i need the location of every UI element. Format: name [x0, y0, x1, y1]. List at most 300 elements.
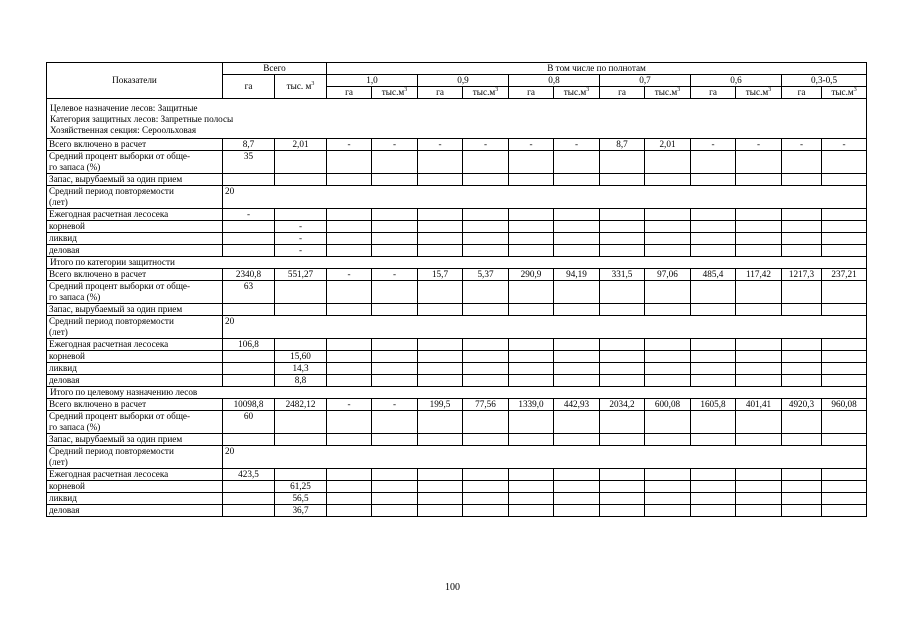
header-density-4: 0,7 — [600, 75, 691, 87]
value-cell: 106,8 — [223, 339, 275, 351]
row-label: деловая — [47, 375, 223, 387]
empty-cell — [509, 221, 554, 233]
value-cell: 60 — [223, 411, 275, 434]
header-total-ha: га — [223, 75, 275, 99]
value-cell: - — [275, 221, 327, 233]
value-cell: 97,06 — [645, 269, 691, 281]
page-number: 100 — [445, 582, 460, 593]
empty-cell — [223, 481, 275, 493]
table-row — [47, 493, 867, 505]
empty-cell — [372, 174, 418, 186]
empty-cell — [509, 304, 554, 316]
empty-cell — [822, 304, 867, 316]
value-cell: 14,3 — [275, 363, 327, 375]
empty-cell — [509, 363, 554, 375]
empty-cell — [822, 174, 867, 186]
value-cell: 2034,2 — [600, 399, 645, 411]
empty-cell — [275, 174, 327, 186]
header-unit-ha: га — [327, 87, 372, 99]
empty-cell — [736, 233, 782, 245]
row-label: деловая — [47, 245, 223, 257]
empty-cell — [223, 505, 275, 517]
empty-cell — [223, 233, 275, 245]
value-cell: 2,01 — [645, 139, 691, 151]
empty-cell — [645, 469, 691, 481]
empty-cell — [463, 209, 509, 221]
header-unit-ha: га — [782, 87, 822, 99]
empty-cell — [822, 434, 867, 446]
value-cell: 20 — [223, 316, 867, 339]
empty-cell — [509, 505, 554, 517]
header-unit-ha: га — [691, 87, 736, 99]
empty-cell — [600, 339, 645, 351]
empty-cell — [418, 151, 463, 174]
empty-cell — [463, 221, 509, 233]
section-title-row — [47, 387, 867, 399]
empty-cell — [327, 233, 372, 245]
empty-cell — [223, 363, 275, 375]
header-unit-km3: $тыс.м^3$ — [554, 87, 600, 99]
value-cell: - — [463, 139, 509, 151]
empty-cell — [223, 434, 275, 446]
value-cell: 485,4 — [691, 269, 736, 281]
empty-cell — [327, 505, 372, 517]
empty-cell — [822, 245, 867, 257]
empty-cell — [691, 351, 736, 363]
empty-cell — [822, 411, 867, 434]
empty-cell — [509, 493, 554, 505]
row-label: Всего включено в расчет — [47, 399, 223, 411]
empty-cell — [736, 304, 782, 316]
row-label: Средний период повторяемости (лет) — [47, 446, 223, 469]
empty-cell — [736, 481, 782, 493]
empty-cell — [327, 493, 372, 505]
empty-cell — [327, 151, 372, 174]
empty-cell — [327, 375, 372, 387]
table-row — [47, 375, 867, 387]
empty-cell — [782, 304, 822, 316]
table-row — [47, 351, 867, 363]
empty-cell — [822, 375, 867, 387]
empty-cell — [645, 174, 691, 186]
empty-cell — [782, 151, 822, 174]
header-unit-km3: $тыс.м^3$ — [463, 87, 509, 99]
empty-cell — [691, 151, 736, 174]
empty-cell — [822, 469, 867, 481]
empty-cell — [327, 174, 372, 186]
empty-cell — [463, 363, 509, 375]
value-cell: 551,27 — [275, 269, 327, 281]
value-cell: 2482,12 — [275, 399, 327, 411]
empty-cell — [463, 233, 509, 245]
empty-cell — [509, 151, 554, 174]
value-cell: 35 — [223, 151, 275, 174]
value-cell: 331,5 — [600, 269, 645, 281]
empty-cell — [600, 174, 645, 186]
info-block — [47, 99, 867, 139]
value-cell: 15,7 — [418, 269, 463, 281]
value-cell: - — [327, 139, 372, 151]
table-row — [47, 209, 867, 221]
empty-cell — [372, 151, 418, 174]
empty-cell — [554, 233, 600, 245]
empty-cell — [418, 434, 463, 446]
table-row — [47, 339, 867, 351]
header-unit-km3: $тыс.м^3$ — [372, 87, 418, 99]
empty-cell — [600, 151, 645, 174]
row-label: Ежегодная расчетная лесосека — [47, 209, 223, 221]
table-row — [47, 186, 867, 209]
value-cell: 401,41 — [736, 399, 782, 411]
empty-cell — [463, 505, 509, 517]
empty-cell — [372, 411, 418, 434]
value-cell: 2,01 — [275, 139, 327, 151]
empty-cell — [645, 505, 691, 517]
empty-cell — [327, 221, 372, 233]
empty-cell — [223, 174, 275, 186]
value-cell: - — [418, 139, 463, 151]
empty-cell — [223, 375, 275, 387]
row-label: деловая — [47, 505, 223, 517]
empty-cell — [691, 209, 736, 221]
table-row — [47, 151, 867, 174]
empty-cell — [372, 245, 418, 257]
empty-cell — [822, 221, 867, 233]
empty-cell — [782, 221, 822, 233]
value-cell: 199,5 — [418, 399, 463, 411]
empty-cell — [782, 505, 822, 517]
value-cell: 61,25 — [275, 481, 327, 493]
empty-cell — [554, 174, 600, 186]
row-label: Средний период повторяемости (лет) — [47, 316, 223, 339]
empty-cell — [645, 481, 691, 493]
empty-cell — [327, 434, 372, 446]
empty-cell — [736, 411, 782, 434]
empty-cell — [509, 434, 554, 446]
empty-cell — [509, 411, 554, 434]
table-row — [47, 281, 867, 304]
empty-cell — [372, 505, 418, 517]
empty-cell — [327, 281, 372, 304]
empty-cell — [327, 351, 372, 363]
empty-cell — [554, 481, 600, 493]
table-row — [47, 469, 867, 481]
empty-cell — [782, 493, 822, 505]
empty-cell — [736, 351, 782, 363]
empty-cell — [554, 469, 600, 481]
empty-cell — [691, 281, 736, 304]
empty-cell — [554, 281, 600, 304]
empty-cell — [372, 351, 418, 363]
empty-cell — [327, 411, 372, 434]
table-row — [47, 481, 867, 493]
value-cell: 423,5 — [223, 469, 275, 481]
empty-cell — [509, 245, 554, 257]
value-cell: - — [736, 139, 782, 151]
empty-cell — [691, 174, 736, 186]
empty-cell — [275, 281, 327, 304]
value-cell: 8,7 — [600, 139, 645, 151]
value-cell: - — [372, 269, 418, 281]
empty-cell — [554, 339, 600, 351]
empty-cell — [822, 339, 867, 351]
empty-cell — [782, 174, 822, 186]
row-label: ликвид — [47, 363, 223, 375]
empty-cell — [782, 233, 822, 245]
section-title: Итого по категории защитности — [47, 257, 867, 269]
row-label: Средний период повторяемости (лет) — [47, 186, 223, 209]
value-cell: 15,60 — [275, 351, 327, 363]
header-indicators: Показатели — [47, 63, 223, 99]
section-title: Итого по целевому назначению лесов — [47, 387, 867, 399]
empty-cell — [736, 375, 782, 387]
empty-cell — [418, 493, 463, 505]
value-cell: 20 — [223, 186, 867, 209]
value-cell: - — [275, 233, 327, 245]
empty-cell — [418, 209, 463, 221]
empty-cell — [327, 304, 372, 316]
value-cell: 237,21 — [822, 269, 867, 281]
empty-cell — [645, 151, 691, 174]
empty-cell — [418, 221, 463, 233]
empty-cell — [463, 469, 509, 481]
empty-cell — [691, 245, 736, 257]
empty-cell — [645, 351, 691, 363]
empty-cell — [554, 363, 600, 375]
empty-cell — [822, 363, 867, 375]
empty-cell — [275, 411, 327, 434]
empty-cell — [463, 351, 509, 363]
value-cell: 94,19 — [554, 269, 600, 281]
empty-cell — [782, 339, 822, 351]
value-cell: - — [223, 209, 275, 221]
row-label: ликвид — [47, 493, 223, 505]
value-cell: - — [327, 399, 372, 411]
empty-cell — [463, 481, 509, 493]
empty-cell — [554, 151, 600, 174]
empty-cell — [822, 351, 867, 363]
empty-cell — [418, 174, 463, 186]
empty-cell — [600, 233, 645, 245]
value-cell: 63 — [223, 281, 275, 304]
empty-cell — [600, 351, 645, 363]
empty-cell — [691, 411, 736, 434]
row-label: Средний процент выборки от обще- го запаса (%) — [47, 281, 223, 304]
empty-cell — [509, 174, 554, 186]
empty-cell — [782, 209, 822, 221]
empty-cell — [509, 351, 554, 363]
value-cell: 20 — [223, 446, 867, 469]
value-cell: 1217,3 — [782, 269, 822, 281]
empty-cell — [822, 493, 867, 505]
header-density-3: 0,8 — [509, 75, 600, 87]
value-cell: 1339,0 — [509, 399, 554, 411]
empty-cell — [223, 493, 275, 505]
empty-cell — [509, 375, 554, 387]
header-unit-km3: $тыс.м^3$ — [822, 87, 867, 99]
table-row — [47, 233, 867, 245]
empty-cell — [418, 375, 463, 387]
value-cell: 77,56 — [463, 399, 509, 411]
empty-cell — [275, 209, 327, 221]
row-label: Ежегодная расчетная лесосека — [47, 339, 223, 351]
header-unit-ha: га — [509, 87, 554, 99]
empty-cell — [463, 375, 509, 387]
empty-cell — [418, 233, 463, 245]
empty-cell — [691, 339, 736, 351]
value-cell: 36,7 — [275, 505, 327, 517]
empty-cell — [327, 469, 372, 481]
empty-cell — [463, 339, 509, 351]
empty-cell — [418, 481, 463, 493]
empty-cell — [463, 174, 509, 186]
empty-cell — [645, 363, 691, 375]
empty-cell — [736, 209, 782, 221]
empty-cell — [782, 375, 822, 387]
table-row — [47, 505, 867, 517]
empty-cell — [736, 505, 782, 517]
header-unit-km3: $тыс.м^3$ — [736, 87, 782, 99]
empty-cell — [645, 233, 691, 245]
empty-cell — [372, 363, 418, 375]
empty-cell — [509, 339, 554, 351]
empty-cell — [691, 233, 736, 245]
table-row — [47, 221, 867, 233]
empty-cell — [554, 245, 600, 257]
empty-cell — [275, 151, 327, 174]
value-cell: 117,42 — [736, 269, 782, 281]
empty-cell — [822, 481, 867, 493]
table-row — [47, 245, 867, 257]
empty-cell — [275, 469, 327, 481]
empty-cell — [645, 245, 691, 257]
empty-cell — [736, 151, 782, 174]
empty-cell — [275, 339, 327, 351]
empty-cell — [463, 434, 509, 446]
value-cell: - — [782, 139, 822, 151]
empty-cell — [645, 434, 691, 446]
empty-cell — [691, 363, 736, 375]
empty-cell — [645, 411, 691, 434]
value-cell: - — [691, 139, 736, 151]
empty-cell — [463, 281, 509, 304]
info-category: Категория защитных лесов: Запретные полосы — [50, 114, 234, 124]
empty-cell — [223, 351, 275, 363]
empty-cell — [691, 304, 736, 316]
empty-cell — [600, 221, 645, 233]
table-row — [47, 174, 867, 186]
row-label: Всего включено в расчет — [47, 269, 223, 281]
table-row — [47, 399, 867, 411]
value-cell: 8,8 — [275, 375, 327, 387]
forest-calculation-table — [46, 62, 867, 517]
empty-cell — [691, 505, 736, 517]
empty-cell — [418, 505, 463, 517]
empty-cell — [418, 411, 463, 434]
empty-cell — [463, 493, 509, 505]
empty-cell — [372, 481, 418, 493]
empty-cell — [554, 375, 600, 387]
empty-cell — [372, 434, 418, 446]
empty-cell — [418, 339, 463, 351]
empty-cell — [822, 281, 867, 304]
empty-cell — [600, 481, 645, 493]
empty-cell — [782, 281, 822, 304]
empty-cell — [600, 209, 645, 221]
header-by-density: В том числе по полнотам — [327, 63, 867, 75]
header-total: Всего — [223, 63, 327, 75]
empty-cell — [782, 245, 822, 257]
empty-cell — [782, 481, 822, 493]
empty-cell — [736, 281, 782, 304]
empty-cell — [691, 434, 736, 446]
empty-cell — [600, 245, 645, 257]
header-unit-km3: $тыс.м^3$ — [645, 87, 691, 99]
row-label: Всего включено в расчет — [47, 139, 223, 151]
empty-cell — [554, 493, 600, 505]
empty-cell — [418, 469, 463, 481]
empty-cell — [645, 221, 691, 233]
empty-cell — [509, 209, 554, 221]
value-cell: - — [509, 139, 554, 151]
row-label: корневой — [47, 481, 223, 493]
row-label: Ежегодная расчетная лесосека — [47, 469, 223, 481]
value-cell: - — [822, 139, 867, 151]
empty-cell — [463, 304, 509, 316]
empty-cell — [822, 233, 867, 245]
empty-cell — [418, 304, 463, 316]
empty-cell — [782, 434, 822, 446]
empty-cell — [372, 469, 418, 481]
value-cell: 10098,8 — [223, 399, 275, 411]
empty-cell — [736, 174, 782, 186]
empty-cell — [691, 481, 736, 493]
empty-cell — [822, 209, 867, 221]
table-row — [47, 304, 867, 316]
header-total-km3: тыс. $м^3$ — [275, 75, 327, 99]
empty-cell — [327, 363, 372, 375]
empty-cell — [782, 363, 822, 375]
empty-cell — [223, 221, 275, 233]
empty-cell — [554, 304, 600, 316]
header-density-5: 0,6 — [691, 75, 782, 87]
empty-cell — [600, 493, 645, 505]
empty-cell — [372, 493, 418, 505]
value-cell: 4920,3 — [782, 399, 822, 411]
empty-cell — [327, 209, 372, 221]
empty-cell — [736, 245, 782, 257]
value-cell: - — [275, 245, 327, 257]
empty-cell — [600, 505, 645, 517]
header-density-2: 0,9 — [418, 75, 509, 87]
empty-cell — [736, 434, 782, 446]
value-cell: 442,93 — [554, 399, 600, 411]
empty-cell — [554, 505, 600, 517]
empty-cell — [463, 151, 509, 174]
row-label: Запас, вырубаемый за один прием — [47, 434, 223, 446]
empty-cell — [554, 411, 600, 434]
empty-cell — [418, 363, 463, 375]
value-cell: - — [372, 139, 418, 151]
value-cell: 8,7 — [223, 139, 275, 151]
row-label: корневой — [47, 351, 223, 363]
empty-cell — [822, 151, 867, 174]
value-cell: 2340,8 — [223, 269, 275, 281]
empty-cell — [275, 304, 327, 316]
empty-cell — [418, 281, 463, 304]
empty-cell — [691, 375, 736, 387]
empty-cell — [327, 245, 372, 257]
